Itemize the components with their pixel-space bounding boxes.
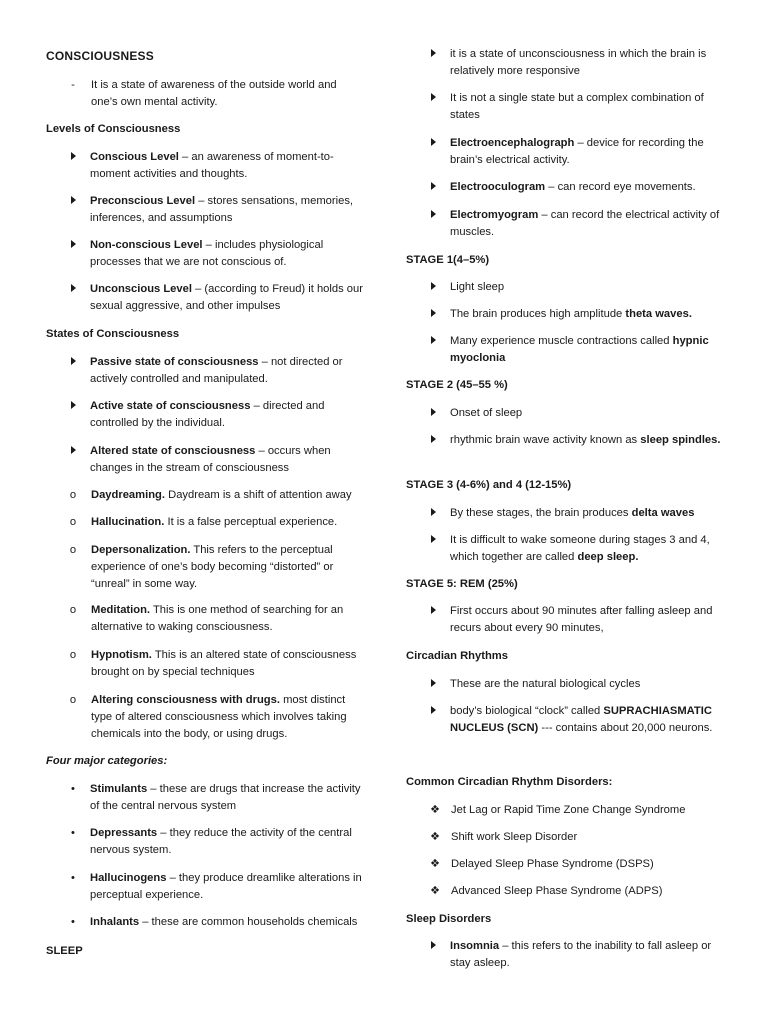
altered-state-item: [46, 602, 364, 636]
triangle-bullet-icon: [426, 306, 440, 323]
stage1-heading: STAGE 1(4–5%): [406, 254, 490, 266]
stage-term: hypnic myoclonia: [450, 335, 709, 364]
altered-desc: This is an altered state of consciousness brought on by special techniques: [91, 649, 357, 678]
category-item: [46, 870, 364, 904]
sleep-desc: – device for recording the brain’s electrical activity.: [450, 137, 704, 166]
stage34-item: [406, 532, 726, 566]
circadian-term: SUPRACHIASMATIC NUCLEUS (SCN): [450, 705, 712, 734]
triangle-bullet-icon: [66, 149, 80, 166]
circle-marker: o: [69, 489, 77, 501]
level-desc: – includes physiological processes that we are not conscious of.: [90, 239, 324, 268]
level-term: Unconscious Level: [90, 283, 192, 295]
stage-text: Light sleep: [450, 281, 505, 293]
disorder-item: [406, 856, 726, 873]
stage34-heading: STAGE 3 (4-6%) and 4 (12-15%): [406, 479, 572, 491]
altered-state-item: [46, 514, 364, 531]
disorder-text: Advanced Sleep Phase Syndrome (ADPS): [451, 885, 663, 897]
states-heading: States of Consciousness: [46, 328, 180, 340]
triangle-bullet-icon: [426, 135, 440, 152]
triangle-bullet-icon: [66, 398, 80, 415]
sleep-disorder-desc: – this refers to the inability to fall asleep or stay asleep.: [450, 940, 712, 969]
stage1-item: [406, 306, 726, 323]
triangle-bullet-icon: [426, 703, 440, 720]
altered-state-item: [46, 487, 364, 504]
stage-term: sleep spindles.: [640, 434, 721, 446]
stage-text: It is difficult to wake someone during stages 3 and 4, which together are called: [450, 534, 710, 563]
sleep-desc: – can record eye movements.: [545, 181, 696, 193]
stage-text: First occurs about 90 minutes after falling asleep and recurs about every 90 minutes,: [450, 605, 713, 634]
circadian-item: [406, 703, 726, 737]
triangle-bullet-icon: [426, 603, 440, 620]
level-item: [46, 149, 364, 183]
altered-term: Hallucination.: [91, 516, 165, 528]
triangle-bullet-icon: [426, 676, 440, 693]
stage34-item: [406, 505, 726, 522]
category-desc: – they produce dreamlike alterations in perceptual experience.: [90, 872, 362, 901]
altered-desc: most distinct type of altered consciousness which involves taking chemicals into the body, or using drugs.: [91, 694, 347, 740]
diamond-bullet-icon: ❖: [429, 858, 441, 870]
level-desc: – (according to Freud) it holds our sexual aggressive, and other impulses: [90, 283, 363, 312]
category-desc: – these are drugs that increase the activity of the central nervous system: [90, 783, 361, 812]
diamond-bullet-icon: ❖: [429, 804, 441, 816]
altered-term: Hypnotism.: [91, 649, 152, 661]
sleep-term: Electromyogram: [450, 209, 539, 221]
sleep-disorder-item: [406, 938, 726, 972]
stage1-item: [406, 279, 726, 296]
triangle-bullet-icon: [426, 207, 440, 224]
category-term: Hallucinogens: [90, 872, 167, 884]
category-item: [46, 781, 364, 815]
dash-marker: -: [71, 79, 75, 91]
level-term: Non-conscious Level: [90, 239, 203, 251]
triangle-bullet-icon: [66, 237, 80, 254]
dot-marker: •: [71, 916, 75, 928]
level-desc: – an awareness of moment-to-moment activities and thoughts.: [90, 151, 334, 180]
stage5-heading: STAGE 5: REM (25%): [406, 578, 518, 590]
state-desc: – occurs when changes in the stream of consciousness: [90, 445, 331, 474]
disorder-text: Shift work Sleep Disorder: [451, 831, 578, 843]
triangle-bullet-icon: [426, 46, 440, 63]
stage-text: rhythmic brain wave activity known as: [450, 434, 641, 446]
category-term: Depressants: [90, 827, 158, 839]
definition-text: It is a state of awareness of the outside world and one’s own mental activity.: [91, 79, 337, 108]
circle-marker: o: [69, 544, 77, 556]
dot-marker: •: [71, 783, 75, 795]
triangle-bullet-icon: [426, 279, 440, 296]
triangle-bullet-icon: [66, 354, 80, 371]
category-desc: – these are common households chemicals: [139, 916, 358, 928]
state-term: Active state of consciousness: [90, 400, 251, 412]
triangle-bullet-icon: [426, 938, 440, 955]
category-item: [46, 914, 364, 931]
definition-item: [46, 77, 364, 111]
triangle-bullet-icon: [426, 333, 440, 350]
stage-text: Onset of sleep: [450, 407, 523, 419]
level-item: [46, 281, 364, 315]
sleep-intro-item: [406, 90, 726, 124]
sleep-term: Electroencephalograph: [450, 137, 575, 149]
sleep-desc: – can record the electrical activity of muscles.: [450, 209, 720, 238]
altered-state-item: [46, 692, 364, 743]
stage-text: By these stages, the brain produces: [450, 507, 632, 519]
state-item: [46, 354, 364, 388]
category-desc: – they reduce the activity of the central nervous system.: [90, 827, 352, 856]
stage-text: Many experience muscle contractions called: [450, 335, 673, 347]
circadian-text: These are the natural biological cycles: [450, 678, 641, 690]
state-desc: – directed and controlled by the individual.: [90, 400, 325, 429]
altered-desc: Daydream is a shift of attention away: [165, 489, 352, 501]
altered-term: Daydreaming.: [91, 489, 165, 501]
stage-term: delta waves: [631, 507, 695, 519]
page-title: CONSCIOUSNESS: [46, 49, 154, 63]
state-item: [46, 398, 364, 432]
sleep-intro-item: [406, 179, 726, 196]
sleep-intro-item: [406, 207, 726, 241]
altered-desc: This refers to the perceptual experience of one’s body becoming “distorted” or “unreal” in some way.: [91, 544, 334, 590]
level-desc: – stores sensations, memories, inferences, and assumptions: [90, 195, 354, 224]
stage5-item: [406, 603, 726, 637]
triangle-bullet-icon: [426, 432, 440, 449]
level-item: [46, 237, 364, 271]
category-term: Inhalants: [90, 916, 140, 928]
sleep-intro-item: [406, 46, 726, 80]
state-desc: – not directed or actively controlled and manipulated.: [90, 356, 343, 385]
sleep-heading: SLEEP: [46, 945, 83, 957]
sleep-desc: It is not a single state but a complex combination of states: [450, 92, 704, 121]
altered-state-item: [46, 647, 364, 681]
triangle-bullet-icon: [426, 505, 440, 522]
circle-marker: o: [69, 694, 77, 706]
triangle-bullet-icon: [426, 90, 440, 107]
state-term: Altered state of consciousness: [90, 445, 256, 457]
altered-term: Altering consciousness with drugs.: [91, 694, 280, 706]
circadian-heading: Circadian Rhythms: [406, 650, 508, 662]
circadian-text: body’s biological “clock” called: [450, 705, 604, 717]
level-term: Conscious Level: [90, 151, 179, 163]
disorder-item: [406, 883, 726, 900]
sleep-term: Electrooculogram: [450, 181, 546, 193]
altered-term: Meditation.: [91, 604, 151, 616]
sleep-disorders-heading: Sleep Disorders: [406, 913, 492, 925]
stage1-item: [406, 333, 726, 367]
circle-marker: o: [69, 604, 77, 616]
categories-heading: Four major categories:: [46, 755, 168, 767]
sleep-disorder-term: Insomnia: [450, 940, 500, 952]
circle-marker: o: [69, 649, 77, 661]
altered-desc: This is one method of searching for an alternative to waking consciousness.: [91, 604, 344, 633]
diamond-bullet-icon: ❖: [429, 885, 441, 897]
disorder-text: Jet Lag or Rapid Time Zone Change Syndrome: [451, 804, 686, 816]
circadian-item: [406, 676, 726, 693]
sleep-intro-item: [406, 135, 726, 169]
category-item: [46, 825, 364, 859]
triangle-bullet-icon: [426, 179, 440, 196]
sleep-desc: it is a state of unconsciousness in which the brain is relatively more responsive: [450, 48, 707, 77]
dot-marker: •: [71, 872, 75, 884]
levels-heading: Levels of Consciousness: [46, 123, 181, 135]
stage-term: deep sleep.: [577, 551, 639, 563]
altered-desc: It is a false perceptual experience.: [164, 516, 338, 528]
disorder-text: Delayed Sleep Phase Syndrome (DSPS): [451, 858, 654, 870]
category-term: Stimulants: [90, 783, 148, 795]
state-term: Passive state of consciousness: [90, 356, 259, 368]
triangle-bullet-icon: [66, 193, 80, 210]
disorders-heading: Common Circadian Rhythm Disorders:: [406, 776, 613, 788]
state-item: [46, 443, 364, 477]
dot-marker: •: [71, 827, 75, 839]
circadian-text: --- contains about 20,000 neurons.: [538, 722, 713, 734]
disorder-item: [406, 802, 726, 819]
altered-state-item: [46, 542, 364, 593]
altered-term: Depersonalization.: [91, 544, 191, 556]
diamond-bullet-icon: ❖: [429, 831, 441, 843]
triangle-bullet-icon: [66, 281, 80, 298]
triangle-bullet-icon: [426, 532, 440, 549]
stage2-heading: STAGE 2 (45–55 %): [406, 379, 508, 391]
stage2-item: [406, 432, 726, 449]
level-item: [46, 193, 364, 227]
stage-text: The brain produces high amplitude: [450, 308, 626, 320]
level-term: Preconscious Level: [90, 195, 196, 207]
triangle-bullet-icon: [426, 405, 440, 422]
disorder-item: [406, 829, 726, 846]
stage2-item: [406, 405, 726, 422]
triangle-bullet-icon: [66, 443, 80, 460]
circle-marker: o: [69, 516, 77, 528]
stage-term: theta waves.: [625, 308, 692, 320]
